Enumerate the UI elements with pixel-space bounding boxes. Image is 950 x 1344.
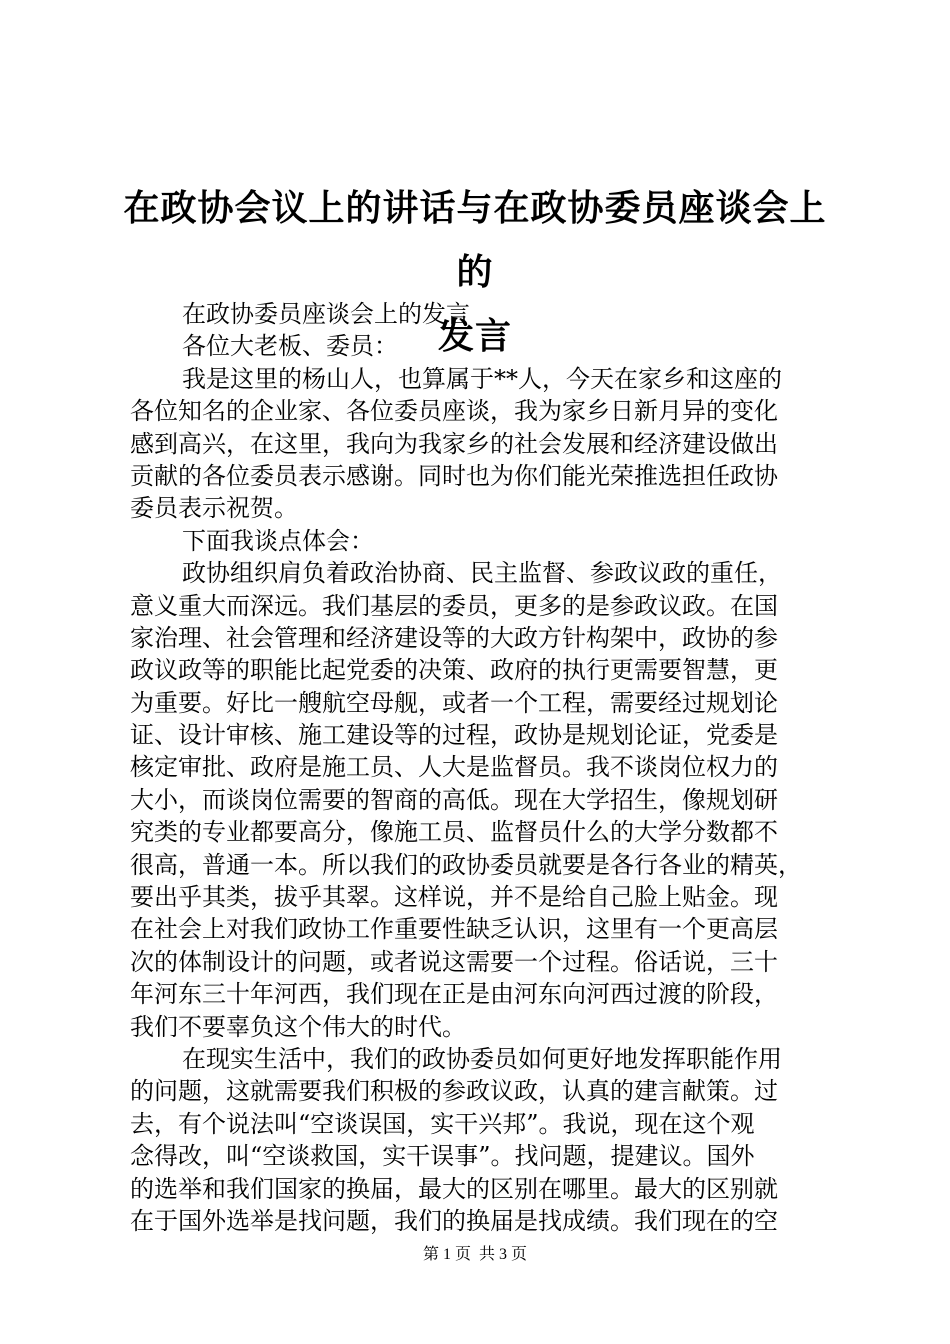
text-line: 委员表示祝贺。 bbox=[130, 494, 298, 523]
text-line: 核定审批、政府是施工员、人大是监督员。我不谈岗位权力的 bbox=[130, 753, 778, 782]
title-line-2: 发言 bbox=[437, 315, 512, 357]
text-line: 大小，而谈岗位需要的智商的高低。现在大学招生，像规划研 bbox=[130, 785, 778, 814]
text-line: 为重要。好比一艘航空母舰，或者一个工程，需要经过规划论 bbox=[130, 688, 778, 717]
text-line: 下面我谈点体会： bbox=[182, 526, 374, 555]
text-line: 我们不要辜负这个伟大的时代。 bbox=[130, 1012, 466, 1041]
text-line: 各位大老板、委员： bbox=[182, 332, 398, 361]
text-line: 我是这里的杨山人，也算属于**人，今天在家乡和这座的 bbox=[182, 364, 782, 393]
text-line: 在社会上对我们政协工作重要性缺乏认识，这里有一个更高层 bbox=[130, 915, 778, 944]
text-line: 究类的专业都要高分，像施工员、监督员什么的大学分数都不 bbox=[130, 818, 778, 847]
text-line: 的问题，这就需要我们积极的参政议政，认真的建言献策。过 bbox=[130, 1077, 778, 1106]
text-line: 政议政等的职能比起党委的决策、政府的执行更需要智慧，更 bbox=[130, 656, 778, 685]
page-number-label: 第 1 页 共 3 页 bbox=[422, 1246, 527, 1263]
text-line: 要出乎其类，拔乎其翠。这样说，并不是给自己脸上贴金。现 bbox=[130, 883, 778, 912]
text-line: 各位知名的企业家、各位委员座谈，我为家乡日新月异的变化 bbox=[130, 397, 778, 426]
text-line: 念得改，叫“空谈救国，实干误事”。找问题，提建议。国外 bbox=[130, 1142, 755, 1171]
title-line-1: 在政协会议上的讲话与在政协委员座谈会上的 bbox=[123, 187, 827, 293]
text-line: 在现实生活中，我们的政协委员如何更好地发挥职能作用 bbox=[182, 1044, 782, 1073]
text-line: 政协组织肩负着政治协商、民主监督、参政议政的重任， bbox=[182, 559, 782, 588]
text-line: 在于国外选举是找问题，我们的换届是找成绩。我们现在的空 bbox=[130, 1206, 778, 1235]
text-line: 感到高兴，在这里，我向为我家乡的社会发展和经济建设做出 bbox=[130, 429, 778, 458]
text-line: 次的体制设计的问题，或者说这需要一个过程。俗话说，三十 bbox=[130, 947, 778, 976]
text-line: 年河东三十年河西，我们现在正是由河东向河西过渡的阶段， bbox=[130, 980, 778, 1009]
text-line: 证、设计审核、施工建设等的过程，政协是规划论证，党委是 bbox=[130, 721, 778, 750]
text-line: 在政协委员座谈会上的发言 bbox=[182, 300, 470, 328]
text-line: 去，有个说法叫“空谈误国，实干兴邦”。我说，现在这个观 bbox=[130, 1109, 755, 1138]
page-footer bbox=[0, 1245, 950, 1265]
text-line: 家治理、社会管理和经济建设等的大政方针构架中，政协的参 bbox=[130, 623, 778, 652]
text-line: 的选举和我们国家的换届，最大的区别在哪里。最大的区别就 bbox=[130, 1174, 778, 1203]
text-line: 贡献的各位委员表示感谢。同时也为你们能光荣推选担任政协 bbox=[130, 461, 778, 490]
text-line: 意义重大而深远。我们基层的委员，更多的是参政议政。在国 bbox=[130, 591, 778, 620]
document-body bbox=[130, 298, 830, 1237]
text-line: 很高，普通一本。所以我们的政协委员就要是各行各业的精英， bbox=[130, 850, 802, 879]
